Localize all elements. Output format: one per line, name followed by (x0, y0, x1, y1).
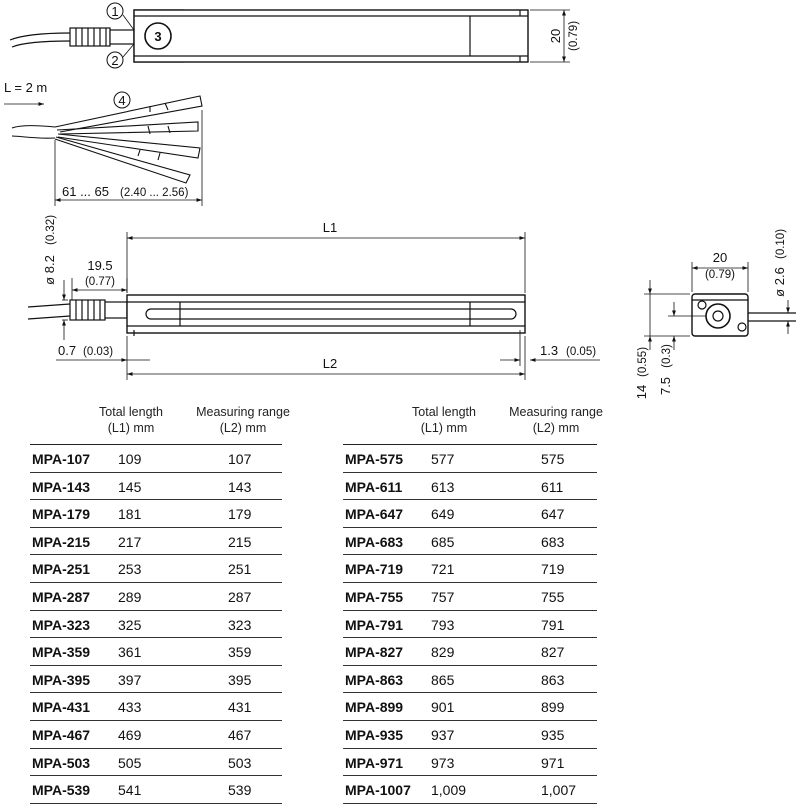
model-cell: MPA-215 (32, 533, 91, 550)
measuring-range-cell: 683 (541, 533, 565, 550)
measuring-range-cell: 287 (228, 588, 252, 605)
model-cell: MPA-791 (345, 616, 404, 633)
table-row (30, 555, 282, 583)
table-row (30, 693, 282, 721)
total-length-cell: 577 (431, 451, 455, 467)
right-gap-value: 1.3 (540, 343, 559, 358)
table-row (343, 638, 597, 666)
height-value: 20 (548, 28, 563, 44)
measuring-range-cell: 611 (541, 478, 564, 495)
total-length-cell: 253 (118, 561, 142, 578)
measuring-range-cell: 359 (228, 644, 252, 661)
measuring-range-cell: 395 (228, 671, 252, 688)
model-cell: MPA-683 (345, 533, 404, 550)
end-offset-inch: (0.3) (661, 344, 673, 368)
col-measuring-range-line1: Measuring range (509, 405, 603, 419)
model-cell: MPA-467 (32, 726, 91, 743)
callout-4: 4 (118, 93, 126, 108)
lead-length-inch: (2.40 ... 2.56) (120, 187, 189, 199)
col-total-length-line2: (L1) mm (420, 421, 468, 435)
measuring-range-cell: 827 (541, 644, 565, 661)
col-total-length-line2: (L1) mm (107, 421, 155, 435)
model-cell: MPA-251 (32, 561, 91, 578)
model-table-right (343, 404, 603, 804)
dimension-drawing (0, 0, 800, 400)
table-row (343, 473, 597, 501)
model-cell: MPA-755 (345, 588, 404, 605)
offset-value: 19.5 (87, 258, 113, 273)
total-length-cell: 433 (118, 699, 142, 716)
callout-3: 3 (154, 29, 162, 44)
model-cell: MPA-935 (345, 726, 404, 743)
total-length-cell: 181 (118, 506, 142, 523)
col-measuring-range (501, 404, 611, 436)
table-row (30, 583, 282, 611)
model-cell: MPA-827 (345, 644, 404, 661)
model-cell: MPA-719 (345, 561, 404, 578)
left-gap-value: 0.7 (58, 343, 77, 358)
measuring-range-cell: 323 (228, 616, 252, 633)
model-table-left (30, 404, 290, 804)
model-cell: MPA-539 (32, 782, 91, 799)
table-row (343, 693, 597, 721)
model-cell: MPA-359 (32, 644, 91, 661)
total-length-cell: 649 (431, 506, 455, 523)
end-height-value: 14 (634, 384, 649, 400)
total-length-cell: 541 (118, 782, 142, 799)
measuring-range-cell: 1,007 (541, 782, 577, 799)
table-row (30, 638, 282, 666)
table-header (343, 404, 603, 444)
l1-dimension (127, 232, 525, 293)
table-rows (30, 444, 282, 804)
measuring-range-cell: 215 (228, 533, 252, 550)
lead-length-value: 61 ... 65 (62, 184, 109, 199)
model-cell: MPA-287 (32, 588, 91, 605)
model-cell: MPA-431 (32, 699, 91, 716)
measuring-range-cell: 647 (541, 506, 565, 523)
measuring-range-cell: 107 (228, 451, 252, 467)
table-row (343, 528, 597, 556)
measuring-range-cell: 467 (228, 726, 252, 743)
table-row (343, 611, 597, 639)
model-cell: MPA-503 (32, 754, 91, 771)
height-value-inch: (0.79) (568, 20, 580, 52)
total-length-cell: 865 (431, 671, 455, 688)
offset-inch: (0.77) (84, 276, 116, 288)
total-length-cell: 973 (431, 754, 455, 771)
total-length-cell: 829 (431, 644, 455, 661)
col-measuring-range-line2: (L2) mm (532, 421, 580, 435)
table-row (343, 445, 597, 473)
model-cell: MPA-647 (345, 506, 404, 523)
total-length-cell: 469 (118, 726, 142, 743)
model-cell: MPA-323 (32, 616, 91, 633)
total-length-cell: 613 (431, 478, 455, 495)
model-cell: MPA-971 (345, 754, 404, 771)
model-cell: MPA-611 (345, 478, 403, 495)
end-view (692, 294, 796, 336)
measuring-range-cell: 719 (541, 561, 565, 578)
model-cell: MPA-107 (32, 451, 91, 467)
total-length-cell: 109 (118, 451, 142, 467)
measuring-range-cell: 143 (228, 478, 252, 495)
measuring-range-cell: 971 (541, 754, 565, 771)
hole-inch: (0.10) (775, 228, 787, 260)
l1-label: L1 (322, 220, 338, 235)
total-length-cell: 325 (118, 616, 142, 633)
measuring-range-cell: 575 (541, 451, 565, 467)
table-row (343, 721, 597, 749)
table-row (30, 528, 282, 556)
lead-wires (12, 96, 202, 183)
model-cell: MPA-575 (345, 451, 404, 467)
top-view (10, 10, 528, 62)
measuring-range-cell: 863 (541, 671, 565, 688)
measuring-range-cell: 179 (228, 506, 252, 523)
left-gap-inch: (0.03) (83, 346, 114, 358)
col-measuring-range-line2: (L2) mm (219, 421, 267, 435)
measuring-range-cell: 503 (228, 754, 252, 771)
col-measuring-range-line1: Measuring range (196, 405, 290, 419)
total-length-cell: 505 (118, 754, 142, 771)
callout-2: 2 (111, 53, 119, 68)
right-gap-inch: (0.05) (566, 346, 597, 358)
end-height-inch: (0.55) (637, 346, 649, 378)
measuring-range-cell: 431 (228, 699, 252, 716)
total-length-cell: 937 (431, 726, 455, 743)
diameter-dimension (62, 280, 68, 340)
end-width-value: 20 (712, 250, 728, 265)
total-length-cell: 757 (431, 588, 455, 605)
l2-label: L2 (322, 356, 338, 371)
end-offset-value: 7.5 (658, 376, 673, 396)
table-row (30, 721, 282, 749)
measuring-range-cell: 539 (228, 782, 252, 799)
model-cell: MPA-1007 (345, 782, 411, 799)
col-total-length (405, 404, 483, 436)
table-row (30, 749, 282, 777)
model-cell: MPA-863 (345, 671, 404, 688)
table-row (30, 500, 282, 528)
measuring-range-cell: 899 (541, 699, 565, 716)
cable-length-label: L = 2 m (4, 80, 48, 95)
table-row (30, 473, 282, 501)
total-length-cell: 289 (118, 588, 142, 605)
total-length-cell: 685 (431, 533, 455, 550)
table-row (343, 583, 597, 611)
total-length-cell: 901 (431, 699, 455, 716)
total-length-cell: 397 (118, 671, 142, 688)
table-row (343, 500, 597, 528)
col-total-length-line1: Total length (99, 405, 163, 419)
measuring-range-cell: 251 (228, 561, 252, 578)
model-cell: MPA-899 (345, 699, 404, 716)
table-row (343, 749, 597, 777)
measuring-range-cell: 755 (541, 588, 565, 605)
diameter-value: ø 8.2 (42, 255, 57, 285)
measuring-range-cell: 791 (541, 616, 565, 633)
table-row (343, 666, 597, 694)
measuring-range-cell: 935 (541, 726, 565, 743)
total-length-cell: 145 (118, 478, 142, 495)
model-cell: MPA-395 (32, 671, 91, 688)
model-cell: MPA-179 (32, 506, 91, 523)
total-length-cell: 217 (118, 533, 142, 550)
total-length-cell: 1,009 (431, 782, 467, 799)
table-header (30, 404, 290, 444)
table-rows (343, 444, 597, 804)
hole-value: ø 2.6 (772, 267, 787, 297)
table-row (30, 445, 282, 473)
callout-1: 1 (111, 4, 119, 19)
total-length-cell: 793 (431, 616, 455, 633)
end-width-inch: (0.79) (704, 269, 736, 281)
table-row (30, 611, 282, 639)
table-row (343, 555, 597, 583)
diameter-inch: (0.32) (45, 214, 57, 246)
total-length-cell: 361 (118, 644, 142, 661)
model-cell: MPA-143 (32, 478, 91, 495)
total-length-cell: 721 (431, 561, 455, 578)
side-view (28, 295, 525, 336)
col-total-length-line1: Total length (412, 405, 476, 419)
col-total-length (92, 404, 170, 436)
table-row (30, 666, 282, 694)
col-measuring-range (188, 404, 298, 436)
